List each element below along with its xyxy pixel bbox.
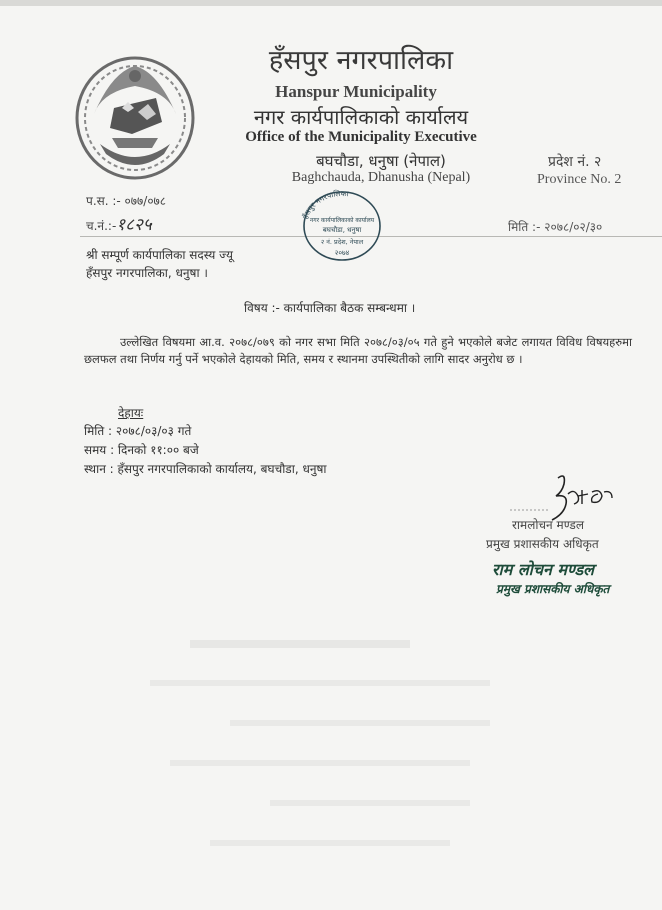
letter-body: उल्लेखित विषयमा आ.व. २०७८/०७९ को नगर सभा मिति २०७८/०३/०५ गते हुने भएकोले बजेट लगायत विविध विषयहरुमा छलफल तथा निर्णय गर्नु पर्ने भएकोले देहायको मिति, समय र स्थानमा उपस्थितीको लागि सादर अनुरोध छ ।	[84, 335, 632, 366]
details-heading: देहायः	[118, 406, 144, 420]
name-stamp: राम लोचन मण्डल	[492, 560, 595, 579]
patra-sankhya: प.स. :- ०७७/०७८	[86, 194, 167, 208]
municipality-title-en: Hanspur Municipality	[275, 82, 437, 101]
svg-text:हँसपुर नगरपालिका	[301, 189, 350, 220]
stamp-line1: हँसपुर नगरपालिका	[300, 188, 349, 221]
handwritten-signature	[508, 470, 618, 522]
office-title-en: Office of the Municipality Executive	[245, 129, 477, 145]
addressee-line1: श्री सम्पूर्ण कार्यपालिका सदस्य ज्यू	[86, 248, 234, 262]
address-np: बघचौडा, धनुषा (नेपाल)	[316, 152, 446, 170]
stamp-line5: २०७४	[334, 249, 350, 257]
chalani-value: १८२५	[116, 215, 152, 235]
meeting-time: समय : दिनको ११:०० बजे	[84, 443, 199, 457]
signatory-name: रामलोचन मण्डल	[512, 518, 584, 532]
stamp-line2: नगर कार्यपालिकाको कार्यालय	[309, 217, 375, 224]
letter-date: मिति :- २०७८/०२/३०	[508, 220, 603, 234]
stamp-line3: बघचौडा, धनुषा	[322, 226, 362, 234]
address-en: Baghchauda, Dhanusha (Nepal)	[291, 170, 471, 185]
post-stamp: प्रमुख प्रशासकीय अधिकृत	[496, 582, 610, 596]
signatory-post: प्रमुख प्रशासकीय अधिकृत	[486, 537, 599, 551]
office-title-np: नगर कार्यपालिकाको कार्यालय	[253, 105, 469, 129]
addressee-line2: हँसपुर नगरपालिका, धनुषा ।	[86, 266, 208, 280]
province-en: Province No. 2	[537, 172, 622, 187]
province-np: प्रदेश नं. २	[548, 154, 602, 170]
chalani-label: च.नं.:-	[86, 219, 117, 233]
letter-subject: विषय :- कार्यपालिका बैठक सम्बन्धमा ।	[244, 301, 416, 315]
office-stamp	[296, 186, 388, 264]
scan-edge	[0, 0, 662, 6]
stamp-line4: २ नं. प्रदेश, नेपाल	[320, 238, 364, 246]
chalani-number	[86, 212, 152, 235]
municipality-title-np: हँसपुर नगरपालिका	[268, 45, 454, 76]
meeting-date: मिति : २०७८/०३/०३ गते	[84, 424, 192, 438]
meeting-place: स्थान : हँसपुर नगरपालिकाको कार्यालय, बघचौडा, धनुषा	[84, 462, 327, 476]
bleed-through-texture	[70, 620, 630, 870]
